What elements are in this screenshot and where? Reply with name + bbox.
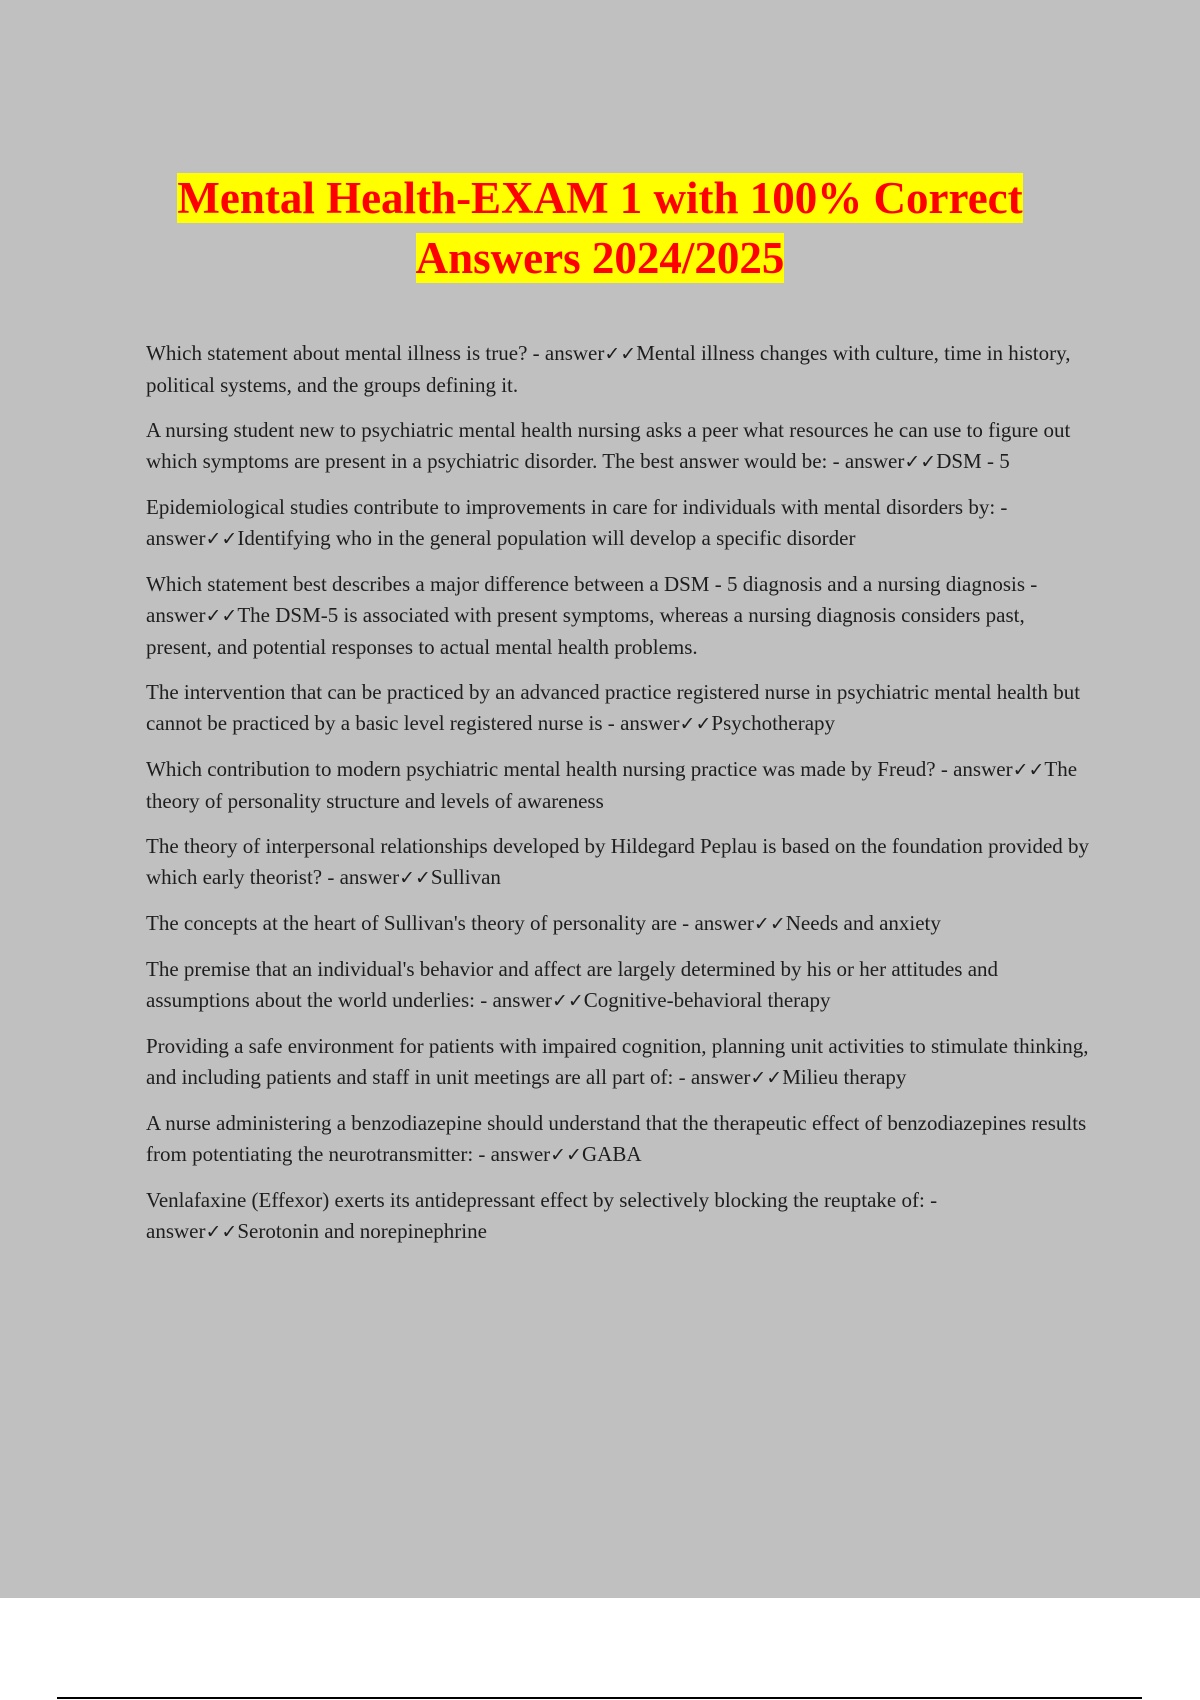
answer-marker: answer [953, 757, 1013, 781]
answer-text: Sullivan [430, 865, 501, 889]
document-title [0, 168, 1200, 288]
question-text: A nursing student new to psychiatric mental health nursing asks a peer what resources he can use to figure out which symptoms are present in a psychiatric disorder. The best answer would be: - [146, 418, 1071, 473]
question-text: The concepts at the heart of Sullivan's theory of personality are - [146, 911, 695, 935]
answer-text: Identifying who in the general population will develop a specific disorder [237, 526, 856, 550]
answer-text: Cognitive-behavioral therapy [583, 988, 831, 1012]
double-check-icon: ✓✓ [679, 713, 712, 735]
answer-marker: answer [544, 341, 605, 365]
answer-text: Needs and anxiety [785, 911, 941, 935]
question-text: Which contribution to modern psychiatric mental health nursing practice was made by Freud? - [146, 757, 954, 781]
qa-item [146, 908, 1091, 940]
double-check-icon: ✓✓ [205, 605, 238, 627]
answer-marker: answer [492, 988, 552, 1012]
question-text: The intervention that can be practiced by an advanced practice registered nurse in psychiatric mental health but cannot be practiced by a basic level registered nurse is - [146, 680, 1081, 735]
title-line-2: Answers 2024/2025 [415, 233, 785, 283]
qa-item [146, 754, 1091, 817]
qa-item [146, 492, 1091, 555]
qa-item [146, 831, 1091, 894]
answer-marker: answer [694, 911, 754, 935]
answer-text: Milieu therapy [782, 1065, 907, 1089]
question-text: Venlafaxine (Effexor) exerts its antidepressant effect by selectively blocking the reuptake of: - [146, 1188, 938, 1212]
answer-marker: answer [146, 603, 206, 627]
double-check-icon: ✓✓ [550, 1144, 582, 1166]
double-check-icon: ✓✓ [753, 913, 786, 935]
double-check-icon: ✓✓ [399, 867, 431, 889]
question-text: The theory of interpersonal relationships developed by Hildegard Peplau is based on the foundation provided by which early theorist? - [146, 834, 1090, 889]
question-text: Which statement best describes a major difference between a DSM - 5 diagnosis and a nursing diagnosis - [146, 572, 1038, 596]
answer-marker: answer [146, 526, 206, 550]
double-check-icon: ✓✓ [205, 1221, 238, 1243]
answer-marker: answer [620, 711, 680, 735]
answer-text: The theory of personality structure and levels of awareness [146, 757, 1078, 813]
question-text: The premise that an individual's behavior and affect are largely determined by his or her attitudes and assumptions about the world underlies: - [146, 957, 999, 1012]
answer-marker: answer [490, 1142, 551, 1166]
qa-item [146, 569, 1091, 663]
qa-item [146, 954, 1091, 1017]
double-check-icon: ✓✓ [750, 1067, 783, 1089]
answer-text: DSM - 5 [936, 449, 1010, 473]
answer-text: The DSM-5 is associated with present symptoms, whereas a nursing diagnosis considers past, present, and potential responses to actual mental health problems. [146, 603, 1025, 659]
double-check-icon: ✓✓ [205, 528, 238, 550]
question-text: Providing a safe environment for patients with impaired cognition, planning unit activities to stimulate thinking, and including patients and staff in unit meetings are all part of: - [146, 1034, 1089, 1089]
answer-text: Mental illness changes with culture, time in history, political systems, and the groups defining it. [146, 341, 1071, 397]
answer-marker: answer [844, 449, 905, 473]
title-line-1: Mental Health-EXAM 1 with 100% Correct [177, 173, 1023, 223]
answer-marker: answer [339, 865, 400, 889]
double-check-icon: ✓✓ [604, 343, 637, 365]
qa-item [146, 677, 1091, 740]
double-check-icon: ✓✓ [904, 451, 937, 473]
question-text: Epidemiological studies contribute to improvements in care for individuals with mental disorders by: - [146, 495, 1008, 519]
answer-marker: answer [690, 1065, 751, 1089]
double-check-icon: ✓✓ [1012, 759, 1045, 781]
answer-text: Psychotherapy [711, 711, 836, 735]
answer-text: Serotonin and norepinephrine [237, 1219, 487, 1243]
double-check-icon: ✓✓ [551, 990, 584, 1012]
qa-item [146, 1108, 1091, 1171]
footer-divider [57, 1697, 1142, 1699]
qa-list [146, 338, 1091, 1262]
answer-marker: answer [146, 1219, 206, 1243]
qa-item [146, 1185, 1091, 1248]
question-text: A nurse administering a benzodiazepine should understand that the therapeutic effect of benzodiazepines results from potentiating the neurotransmitter: - [146, 1111, 1087, 1166]
answer-text: GABA [581, 1142, 642, 1166]
question-text: Which statement about mental illness is true? - [146, 341, 545, 365]
qa-item [146, 415, 1091, 478]
qa-item [146, 1031, 1091, 1094]
qa-item [146, 338, 1091, 401]
